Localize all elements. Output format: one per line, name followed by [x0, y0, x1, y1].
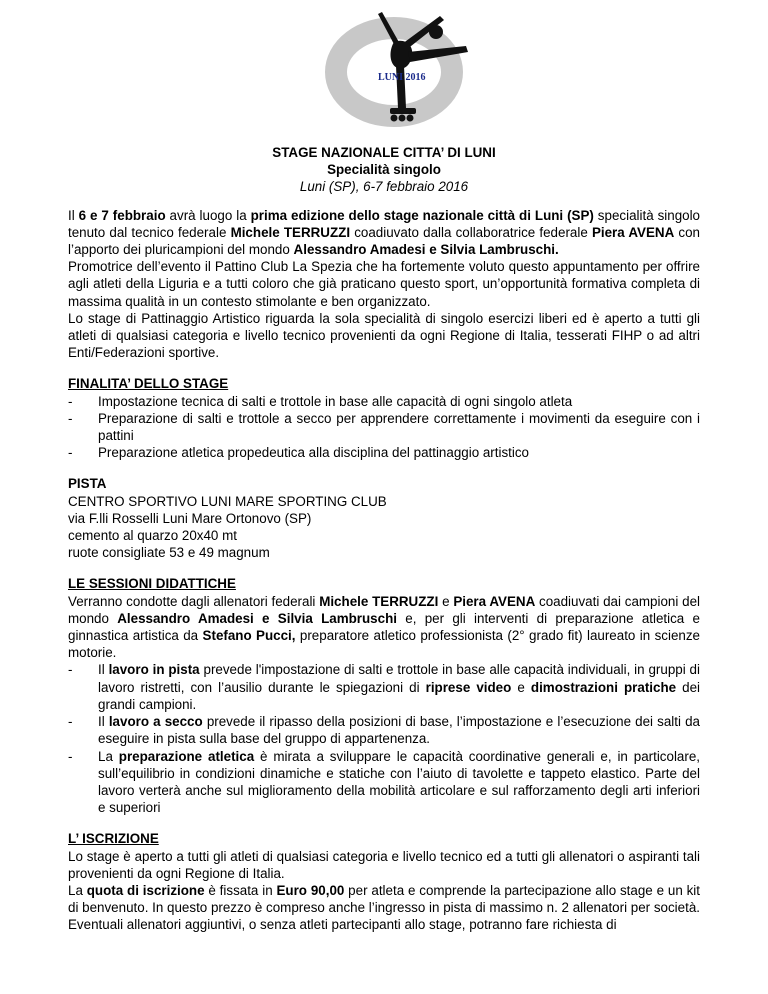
pista-line: CENTRO SPORTIVO LUNI MARE SPORTING CLUB [68, 493, 387, 509]
list-item: - Preparazione atletica propedeutica alla disciplina del pattinaggio artistico [68, 444, 700, 461]
finalita-list [68, 393, 700, 462]
list-item: - Impostazione tecnica di salti e trottole in base alle capacità di ogni singolo atleta [68, 393, 700, 410]
list-item: - Preparazione di salti e trottole a secco per apprendere correttamente i movimenti da eseguire con i pattini [68, 410, 700, 444]
list-item: - Il lavoro in pista prevede l'impostazione di salti e trottole in base alle capacità individuali, in gruppi di lavoro ristretti, con l’ausilio durante le spiegazioni di riprese video e dimostrazioni pratiche dei grandi campioni. [68, 661, 700, 713]
iscrizione-paragraph-1: Lo stage è aperto a tutti gli atleti di qualsiasi categoria e livello tecnico ed a tutti gli allenatori o aspiranti tali provenienti da ogni Regione di Italia. [68, 848, 700, 881]
pista-line: cemento al quarzo 20x40 mt [68, 528, 237, 544]
document-body [68, 144, 700, 934]
header-block [68, 144, 700, 196]
place-date: Luni (SP), 6-7 febbraio 2016 [299, 179, 469, 195]
iscrizione-paragraph-2: La quota di iscrizione è fissata in Euro 90,00 per atleta e comprende la partecipazione allo stage e un kit di benvenuto. In questo prezzo è compreso anche l’ingresso in pista di massimo n. 2 allenatori per società. Eventuali allenatori aggiuntivi, o senza atleti partecipanti allo stage, potranno fare richiesta di [68, 882, 700, 933]
list-item: - La preparazione atletica è mirata a sviluppare le capacità coordinative generali e, in particolare, sull’equilibrio in condizioni dinamiche e statiche con l’aiuto di tavolette e tappeto elastico. Parte del lavoro verterà anche sul miglioramento della mobilità articolare e sul rafforzamento degli arti inferiori e superiori [68, 748, 700, 817]
pista-line: ruote consigliate 53 e 49 magnum [68, 545, 270, 561]
page-subtitle: Specialità singolo [327, 162, 441, 178]
list-item: - Il lavoro a secco prevede il ripasso della posizioni di base, l’impostazione e l’esecuzione dei salti da eseguire in pista sulla base del gruppo di appartenenza. [68, 713, 700, 747]
iscrizione-heading: L’ ISCRIZIONE [68, 831, 159, 847]
event-logo [318, 8, 478, 128]
logo-text: LUNI 2016 [378, 72, 426, 83]
finalita-heading: FINALITA’ DELLO STAGE [68, 376, 229, 392]
intro-paragraph-3: Lo stage di Pattinaggio Artistico riguarda la sola specialità di singolo esercizi liberi ed è aperto a tutti gli atleti di qualsiasi categoria e livello tecnico provenienti da ogni Regione di Italia, tesserati FIHP o ad altri Enti/Federazioni sportive. [68, 310, 700, 361]
pista-line: via F.lli Rosselli Luni Mare Ortonovo (SP) [68, 510, 312, 526]
sessioni-list [68, 661, 700, 816]
page-title: STAGE NAZIONALE CITTA’ DI LUNI [272, 145, 496, 160]
intro-paragraph-2: Promotrice dell’evento il Pattino Club La Spezia che ha fortemente voluto questo appuntamento per offrire agli atleti della Liguria e a tutti coloro che già praticano questo sport, un’opportunità formativa completa di massima qualità in un contesto stimolante e ben organizzato. [68, 259, 700, 309]
sessioni-heading: LE SESSIONI DIDATTICHE [68, 576, 236, 592]
intro-paragraph-1: Il 6 e 7 febbraio avrà luogo la prima edizione dello stage nazionale città di Luni (SP) specialità singolo tenuto dal tecnico federale Michele TERRUZZI coadiuvato dalla collaboratrice federale Piera AVENA con l’apporto dei pluricampioni del mondo Alessandro Amadesi e Silvia Lambruschi. [68, 207, 701, 258]
pista-heading: PISTA [68, 476, 107, 492]
sessioni-intro: Verranno condotte dagli allenatori federali Michele TERRUZZI e Piera AVENA coadiuvati dai campioni del mondo Alessandro Amadesi e Silvia Lambruschi e, per gli interventi di preparazione atletica e ginnastica artistica da Stefano Pucci, preparatore atletico professionista (2° grado fit) laureato in scienze motorie. [68, 593, 700, 661]
